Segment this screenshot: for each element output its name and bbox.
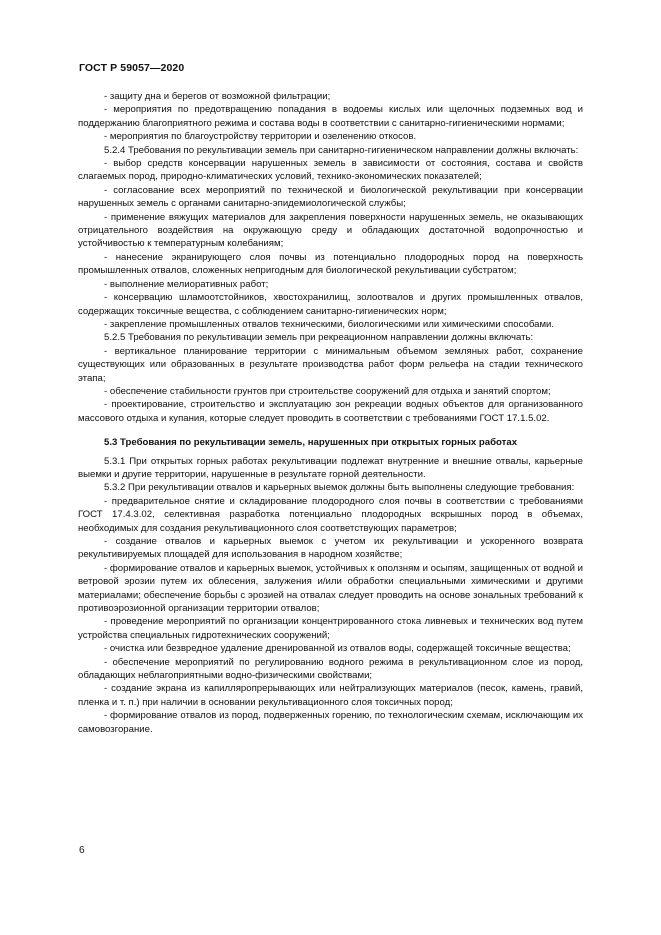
section-heading-5-3: 5.3 Требования по рекультивации земель, нарушенных при открытых горных работах xyxy=(104,437,518,449)
paragraph: - вертикальное планирование территории с минимальным объемом земляных работ, сохранение существующих или образованных в результате производства работ форм рельефа на стадии технического этапа; xyxy=(78,345,583,384)
paragraph: - применение вяжущих материалов для закрепления поверхности нарушенных земель, не оказывающих отрицательного воздействия на окружающую среду и обладающих достаточной водопрочностью и устойчивостью к температурным колебаниям; xyxy=(78,211,583,250)
paragraph: - формирование отвалов и карьерных выемок, устойчивых к оползням и осыпям, защищенных от водной и ветровой эрозии путем их облесения, залужения и/или обработки специальными химическими и другими материалами; обеспечение борьбы с эрозией на отвалах следует проводить на основе зональных требований к противоэрозионной организации территории отвалов; xyxy=(78,562,583,615)
paragraph: - согласование всех мероприятий по технической и биологической рекультивации при консервации нарушенных земель с органами санитарно-эпидемиологической службы; xyxy=(78,184,583,210)
paragraph: - создание экрана из капилляропрерывающих или нейтрализующих материалов (песок, камень, гравий, пленка и т. п.) при наличии в основании рекультивационного слоя токсичных пород; xyxy=(78,683,583,708)
document-header: ГОСТ Р 59057—2020 xyxy=(79,62,185,74)
clause-5-2-4: 5.2.4 Требования по рекультивации земель при санитарно-гигиеническом направлении должны включать: xyxy=(104,144,579,156)
paragraph: - предварительное снятие и складирование плодородного слоя почвы в соответствии с требованиями ГОСТ 17.4.3.02, селективная разработка потенциально плодородных вскрышных пород в объемах, необходимых для создания рекультивационного слоя соответствующих параметров; xyxy=(78,495,583,534)
paragraph: - защиту дна и берегов от возможной фильтрации; xyxy=(104,91,331,102)
paragraph: - мероприятия по благоустройству территории и озеленению откосов. xyxy=(104,131,417,143)
paragraph: - проведение мероприятий по организации концентрированного стока ливневых и технических вод путем устройства специальных гидротехнических сооружений; xyxy=(78,616,583,641)
document-body xyxy=(78,90,583,736)
paragraph: - обеспечение стабильности грунтов при строительстве сооружений для отдыха и занятий спортом; xyxy=(104,385,551,397)
paragraph: - закрепление промышленных отвалов техническими, биологическими или химическими способами. xyxy=(104,318,555,330)
clause-5-2-5: 5.2.5 Требования по рекультивации земель при рекреационном направлении должны включать: xyxy=(104,332,534,344)
paragraph: - создание отвалов и карьерных выемок с учетом их рекультивации и ускоренного возврата рекультивируемых площадей для использования в народном хозяйстве; xyxy=(78,536,583,561)
paragraph: - формирование отвалов из пород, подверженных горению, по технологическим схемам, исключающим их самовозгорание. xyxy=(78,710,583,735)
paragraph: - консервацию шламоотстойников, хвостохранилищ, золоотвалов и других промышленных отвалов, содержащих токсичные вещества, с соблюдением санитарно-гигиенических норм; xyxy=(78,292,583,317)
paragraph: - мероприятия по предотвращению попадания в водоемы кислых или щелочных подземных вод и поддержанию благоприятного режима и состава воды в соответствии с санитарно-гигиеническими нормами; xyxy=(78,104,583,129)
paragraph: - нанесение экранирующего слоя почвы из потенциально плодородных пород на поверхность промышленных отвалов, сложенных непригодным для биологической рекультивации субстратом; xyxy=(78,251,583,277)
paragraph: - очистка или безвредное удаление дренированной из отвалов воды, содержащей токсичные вещества; xyxy=(104,643,571,655)
paragraph: - обеспечение мероприятий по регулированию водного режима в рекультивационном слое из пород, обладающих неблагоприятными водно-физическими свойствами; xyxy=(78,656,583,682)
clause-5-3-2: 5.3.2 При рекультивации отвалов и карьерных выемок должны быть выполнены следующие требования: xyxy=(104,482,575,494)
paragraph: - выбор средств консервации нарушенных земель в зависимости от состояния, состава и свойств слагаемых пород, природно-климатических условий, технико-экономических показателей; xyxy=(78,158,583,183)
paragraph: - выполнение мелиоративных работ; xyxy=(104,278,269,290)
paragraph: - проектирование, строительство и эксплуатацию зон рекреации водных объектов для организованного массового отдыха и купания, которые следует проводить в соответствии с требованиями ГОСТ 17.1.5.02. xyxy=(78,399,583,424)
page-number: 6 xyxy=(79,845,85,856)
clause-5-3-1: 5.3.1 При открытых горных работах рекультивации подлежат внутренние и внешние отвалы, карьерные выемки и другие территории, нарушенные в результате горной деятельности. xyxy=(78,455,583,480)
